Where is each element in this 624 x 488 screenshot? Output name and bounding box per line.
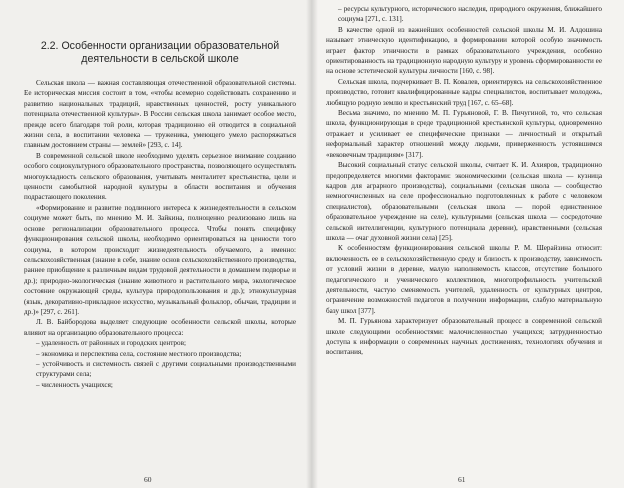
right-page [312, 0, 624, 488]
paragraph: Сельская школа — важная составляющая отечественной образовательной системы. Ее историческая миссия состоит в том, «чтобы всемерно содействовать сохранению и развитию национальных традиций, нравственных ценностей, росту уникального потенциала отечественной культуры». В России сельская школа занимает особое место, прежде всего благодаря той роли, которая традиционно ей отводится в социальной жизни села, в воспитании человека — труженика, умеющего умело распоряжаться главным достоянием страны — землей» [293, с. 14]. [24, 79, 296, 150]
book-gutter [306, 0, 318, 488]
heading-line-2: деятельности в сельской школе [81, 53, 239, 65]
list-item: – численность учащихся; [36, 380, 113, 389]
heading-line-1: 2.2. Особенности организации образовательной [40, 40, 280, 52]
page-number-right: 61 [458, 475, 466, 484]
list-item: – удаленность от районных и городских центров; [36, 339, 186, 348]
section-heading [30, 40, 290, 66]
paragraph: Л. В. Байбородова выделяет следующие особенности сельской школы, которые влияют на организацию образовательного процесса: [24, 318, 296, 337]
paragraph: В качестве одной из важнейших особенностей сельской школы М. И. Алдошина называет этническую идентификацию, в формировании которой особую значимость играет фактор этничности в рамках образовательного учреждения, особенно ориентированность на традиционную народную культуру и уровень сформированности ее на основе эстетической культуры личности [160, с. 98]. [326, 25, 602, 76]
page-number-left: 60 [144, 475, 152, 484]
paragraph: В современной сельской школе необходимо уделять серьезное внимание созданию особого социокультурного образовательного пространства, позволяющего осуществлять многоукладность сельского образования, учитывать менталитет крестьянства, цели и ценности самобытной народной культуры в области воспитания и обучения подрастающего поколения. [24, 151, 296, 202]
paragraph: К особенностям функционирования сельской школы Р. М. Шерайзина относит: включенность ее в сельскохозяйственную среду и близость к производству, зависимость от условий жизни в деревне, малую наполняемость классов, отсутствие большого педагогического и ученического коллективов, многопрофильность учительской деятельности, частую сменяемость учителей, удаленность от культурных центров, ограничение возможностей педагогов в получении информации, слабую материальную базу школ [377]. [326, 244, 602, 315]
list-continuation: – ресурсы культурного, исторического наследия, природного окружения, ближайшего социума [271, с. 131]. [338, 5, 602, 24]
list-item: – устойчивость и системность связей с другими социальными производственными структурами села; [36, 359, 296, 379]
paragraph: Высокий социальный статус сельской школы, считает К. И. Ахияров, традиционно предопределяется многими факторами: экономическими (сельская школа — кузница кадров для аграрного производства), социальными (сельская школа — сообщество немногочисленных на селе профессионально подготовленных к работе с человеком специалистов), образовательными (сельская школа — порой единственное образовательное учреждение на селе), культурными (сельская школа — сосредоточие сельской интеллигенции, культурного потенциала деревни), нравственными (сельская школа — очаг духовной жизни села) [25]. [326, 161, 602, 242]
list-item: – экономика и перспектива села, состояние местного производства; [36, 349, 242, 358]
paragraph: «Формирование и развитие подлинного интереса к жизнедеятельности в сельском социуме может быть, по мнению М. И. Зайкина, полноценно реализовано лишь на основе регионализации образовательного процесса. Чтобы понять специфику функционирования сельской школы, необходимо ориентироваться на ценности того социума, в котором происходит жизнедеятельность обучаемого, а именно: сельскохозяйственная (знание в себе, знание основ сельскохозяйственного производства, раннее приобщение к различным видам трудовой деятельности в домашнем подворье и др.); природно-экологическая (знание животного и растительного мира, экологическое состояние окружающей среды, культура природопользования и др.); этнокультурная (язык, декоративно-прикладное искусство, музыкальный фольклор, обычаи, традиции и др.)» [297, с. 261]. [24, 203, 296, 316]
paragraph: Весьма значимо, по мнению М. П. Гурьяновой, Г. В. Пичугиной, то, что сельская школа, функционирующая в среде традиционной крестьянской культуры, одновременно отражает и усиливает ее специфические признаки — личностный и открытый неформальный характер отношений между людьми, приверженность устоявшимся «вековечным традициям» [317]. [326, 109, 602, 159]
paragraph: Сельская школа, подчеркивает В. П. Ковалев, ориентируясь на сельскохозяйственное производство, готовит квалифицированные кадры специалистов, воспитывает молодежь, любящую родную землю и крестьянский труд [167, с. 65–68]. [326, 77, 602, 107]
paragraph: М. П. Гурьянова характеризует образовательный процесс в современной сельской школе следующими особенностями: малочисленностью учащихся; затрудненностью доступа к информации о современных научных достижениях, технологиях обучения и воспитания, [326, 317, 602, 357]
